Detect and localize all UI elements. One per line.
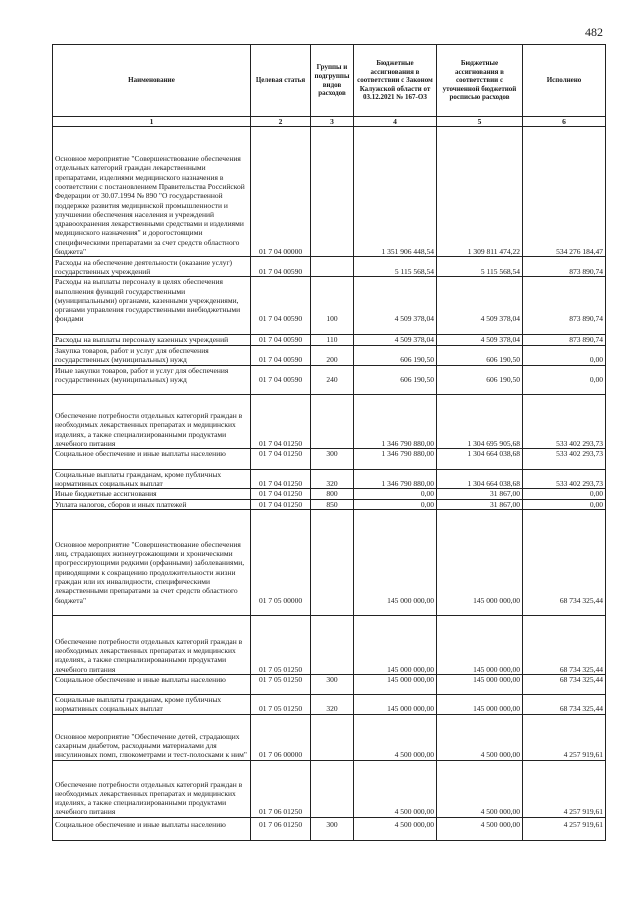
row-target-article: 01 7 04 00590 (251, 277, 311, 334)
table-row (53, 257, 606, 277)
row-plan-allocation: 4 509 378,04 (437, 277, 523, 334)
table-row (53, 817, 606, 840)
column-number: 4 (354, 117, 437, 127)
row-plan-allocation: 606 190,50 (437, 365, 523, 395)
header-plan-allocation: Бюджетные ассигнования в соответствии с уточненной бюджетной росписью расходов (437, 45, 523, 117)
header-executed: Исполнено (523, 45, 606, 117)
row-name: Социальное обеспечение и иные выплаты населению (53, 674, 251, 694)
row-executed: 0,00 (523, 365, 606, 395)
row-law-allocation: 1 351 906 448,54 (354, 127, 437, 257)
row-plan-allocation: 145 000 000,00 (437, 615, 523, 674)
row-expense-group: 320 (311, 469, 354, 489)
row-expense-group: 320 (311, 695, 354, 715)
row-executed: 4 257 919,61 (523, 817, 606, 840)
row-target-article: 01 7 05 00000 (251, 509, 311, 615)
row-name: Расходы на выплаты персоналу в целях обеспечения выполнения функций государственными (муниципальными) органами, казенными учреждениями, органами управления государственными внебюджетными фондами (53, 277, 251, 334)
row-expense-group: 300 (311, 817, 354, 840)
row-name: Закупка товаров, работ и услуг для обеспечения государственных (муниципальных) нужд (53, 345, 251, 365)
row-plan-allocation: 145 000 000,00 (437, 695, 523, 715)
row-executed: 68 734 325,44 (523, 695, 606, 715)
row-name: Основное мероприятие "Совершенствование обеспечения лиц, страдающих жизнеугрожающими и хроническими прогрессирующими редкими (орфанными) заболеваниями, приводящими к сокращению продолжительности жизни граждан или их инвалидности, специфическими лекарственными препаратами за счет средств областного бюджета" (53, 509, 251, 615)
row-name: Иные закупки товаров, работ и услуг для обеспечения государственных (муниципальных) нужд (53, 365, 251, 395)
row-name: Расходы на обеспечение деятельности (оказание услуг) государственных учреждений (53, 257, 251, 277)
row-name: Обеспечение потребности отдельных категорий граждан в необходимых лекарственных препаратах и медицинских изделиях, а также специализированными продуктами лечебного питания (53, 760, 251, 817)
row-target-article: 01 7 04 01250 (251, 499, 311, 509)
row-law-allocation: 4 500 000,00 (354, 760, 437, 817)
row-executed: 873 890,74 (523, 334, 606, 345)
row-law-allocation: 145 000 000,00 (354, 509, 437, 615)
table-row (53, 674, 606, 694)
header-law-allocation: Бюджетные ассигнования в соответствии с Законом Калужской области от 03.12.2021 № 167-ОЗ (354, 45, 437, 117)
row-plan-allocation: 4 500 000,00 (437, 760, 523, 817)
header-target-article: Целевая статья (251, 45, 311, 117)
row-target-article: 01 7 04 00000 (251, 127, 311, 257)
row-name: Социальные выплаты гражданам, кроме публичных нормативных социальных выплат (53, 695, 251, 715)
row-executed: 4 257 919,61 (523, 760, 606, 817)
row-name: Социальные выплаты гражданам, кроме публичных нормативных социальных выплат (53, 469, 251, 489)
row-name: Расходы на выплаты персоналу казенных учреждений (53, 334, 251, 345)
column-number: 2 (251, 117, 311, 127)
row-target-article: 01 7 05 01250 (251, 674, 311, 694)
row-plan-allocation: 31 867,00 (437, 499, 523, 509)
row-expense-group: 200 (311, 345, 354, 365)
row-target-article: 01 7 04 00590 (251, 365, 311, 395)
row-plan-allocation: 145 000 000,00 (437, 674, 523, 694)
table-row (53, 489, 606, 499)
table-row (53, 334, 606, 345)
table-row (53, 395, 606, 449)
row-expense-group (311, 509, 354, 615)
budget-table (52, 44, 606, 841)
header-expense-group: Группы и подгруппы видов расходов (311, 45, 354, 117)
row-law-allocation: 5 115 568,54 (354, 257, 437, 277)
row-expense-group: 110 (311, 334, 354, 345)
row-executed: 68 734 325,44 (523, 674, 606, 694)
row-name: Социальное обеспечение и иные выплаты населению (53, 817, 251, 840)
table-row (53, 127, 606, 257)
row-target-article: 01 7 06 01250 (251, 760, 311, 817)
row-expense-group (311, 714, 354, 760)
row-law-allocation: 4 500 000,00 (354, 817, 437, 840)
row-plan-allocation: 4 500 000,00 (437, 714, 523, 760)
row-plan-allocation: 1 304 664 038,68 (437, 449, 523, 469)
row-expense-group (311, 257, 354, 277)
row-executed: 533 402 293,73 (523, 469, 606, 489)
row-target-article: 01 7 04 01250 (251, 395, 311, 449)
row-executed: 873 890,74 (523, 257, 606, 277)
column-number: 3 (311, 117, 354, 127)
row-target-article: 01 7 04 01250 (251, 449, 311, 469)
row-executed: 68 734 325,44 (523, 509, 606, 615)
row-law-allocation: 1 346 790 880,00 (354, 395, 437, 449)
row-plan-allocation: 31 867,00 (437, 489, 523, 499)
row-target-article: 01 7 04 00590 (251, 345, 311, 365)
table-row (53, 695, 606, 715)
row-target-article: 01 7 04 01250 (251, 489, 311, 499)
row-executed: 534 276 184,47 (523, 127, 606, 257)
row-law-allocation: 4 509 378,04 (354, 334, 437, 345)
row-plan-allocation: 145 000 000,00 (437, 509, 523, 615)
header-name: Наименование (53, 45, 251, 117)
table-row (53, 499, 606, 509)
table-row (53, 714, 606, 760)
row-expense-group (311, 760, 354, 817)
row-law-allocation: 1 346 790 880,00 (354, 469, 437, 489)
table-row (53, 345, 606, 365)
table-body (53, 127, 606, 840)
table-row (53, 469, 606, 489)
row-plan-allocation: 5 115 568,54 (437, 257, 523, 277)
row-target-article: 01 7 05 01250 (251, 695, 311, 715)
row-target-article: 01 7 04 00590 (251, 257, 311, 277)
row-law-allocation: 606 190,50 (354, 345, 437, 365)
row-law-allocation: 606 190,50 (354, 365, 437, 395)
row-expense-group: 800 (311, 489, 354, 499)
table-row (53, 449, 606, 469)
row-expense-group: 300 (311, 674, 354, 694)
row-name: Основное мероприятие "Обеспечение детей, страдающих сахарным диабетом, расходными материалами для инсулиновых помп, глюкометрами и тест-полосками к ним" (53, 714, 251, 760)
row-name: Социальное обеспечение и иные выплаты населению (53, 449, 251, 469)
row-law-allocation: 145 000 000,00 (354, 615, 437, 674)
row-expense-group: 240 (311, 365, 354, 395)
table-row (53, 277, 606, 334)
row-law-allocation: 1 346 790 880,00 (354, 449, 437, 469)
row-expense-group (311, 615, 354, 674)
row-plan-allocation: 1 304 695 905,68 (437, 395, 523, 449)
row-executed: 4 257 919,61 (523, 714, 606, 760)
row-plan-allocation: 1 309 811 474,22 (437, 127, 523, 257)
row-executed: 68 734 325,44 (523, 615, 606, 674)
table-row (53, 509, 606, 615)
page-number: 482 (585, 25, 603, 39)
row-expense-group: 300 (311, 449, 354, 469)
row-name: Уплата налогов, сборов и иных платежей (53, 499, 251, 509)
table-row (53, 760, 606, 817)
column-number: 5 (437, 117, 523, 127)
row-name: Обеспечение потребности отдельных категорий граждан в необходимых лекарственных препаратах и медицинских изделиях, а также специализированными продуктами лечебного питания (53, 395, 251, 449)
row-target-article: 01 7 06 01250 (251, 817, 311, 840)
row-law-allocation: 0,00 (354, 499, 437, 509)
row-plan-allocation: 4 509 378,04 (437, 334, 523, 345)
row-law-allocation: 4 500 000,00 (354, 714, 437, 760)
row-expense-group (311, 127, 354, 257)
row-name: Основное мероприятие "Совершенствование обеспечения отдельных категорий граждан лекарственными препаратами, изделиями медицинского назначения в соответствии с постановлением Правительства Российской Федерации от 30.07.1994 № 890 "О государственной поддержке развития медицинской промышленности и улучшении обеспечения населения и учреждений здравоохранения лекарственными средствами и изделиями медицинского назначения" и дорогостоящими специфическими препаратами за счет средств областного бюджета" (53, 127, 251, 257)
row-executed: 533 402 293,73 (523, 449, 606, 469)
row-target-article: 01 7 06 00000 (251, 714, 311, 760)
column-number-row (53, 117, 606, 127)
row-target-article: 01 7 04 01250 (251, 469, 311, 489)
row-law-allocation: 145 000 000,00 (354, 695, 437, 715)
row-target-article: 01 7 04 00590 (251, 334, 311, 345)
row-executed: 0,00 (523, 499, 606, 509)
row-executed: 0,00 (523, 345, 606, 365)
row-law-allocation: 0,00 (354, 489, 437, 499)
row-plan-allocation: 1 304 664 038,68 (437, 469, 523, 489)
table-row (53, 365, 606, 395)
column-number: 1 (53, 117, 251, 127)
row-executed: 533 402 293,73 (523, 395, 606, 449)
row-executed: 873 890,74 (523, 277, 606, 334)
column-number: 6 (523, 117, 606, 127)
row-plan-allocation: 606 190,50 (437, 345, 523, 365)
row-target-article: 01 7 05 01250 (251, 615, 311, 674)
row-law-allocation: 4 509 378,04 (354, 277, 437, 334)
row-expense-group: 850 (311, 499, 354, 509)
row-law-allocation: 145 000 000,00 (354, 674, 437, 694)
row-name: Обеспечение потребности отдельных категорий граждан в необходимых лекарственных препаратах и медицинских изделиях, а также специализированными продуктами лечебного питания (53, 615, 251, 674)
row-expense-group: 100 (311, 277, 354, 334)
row-expense-group (311, 395, 354, 449)
table-row (53, 615, 606, 674)
row-executed: 0,00 (523, 489, 606, 499)
row-plan-allocation: 4 500 000,00 (437, 817, 523, 840)
header-row (53, 45, 606, 117)
row-name: Иные бюджетные ассигнования (53, 489, 251, 499)
